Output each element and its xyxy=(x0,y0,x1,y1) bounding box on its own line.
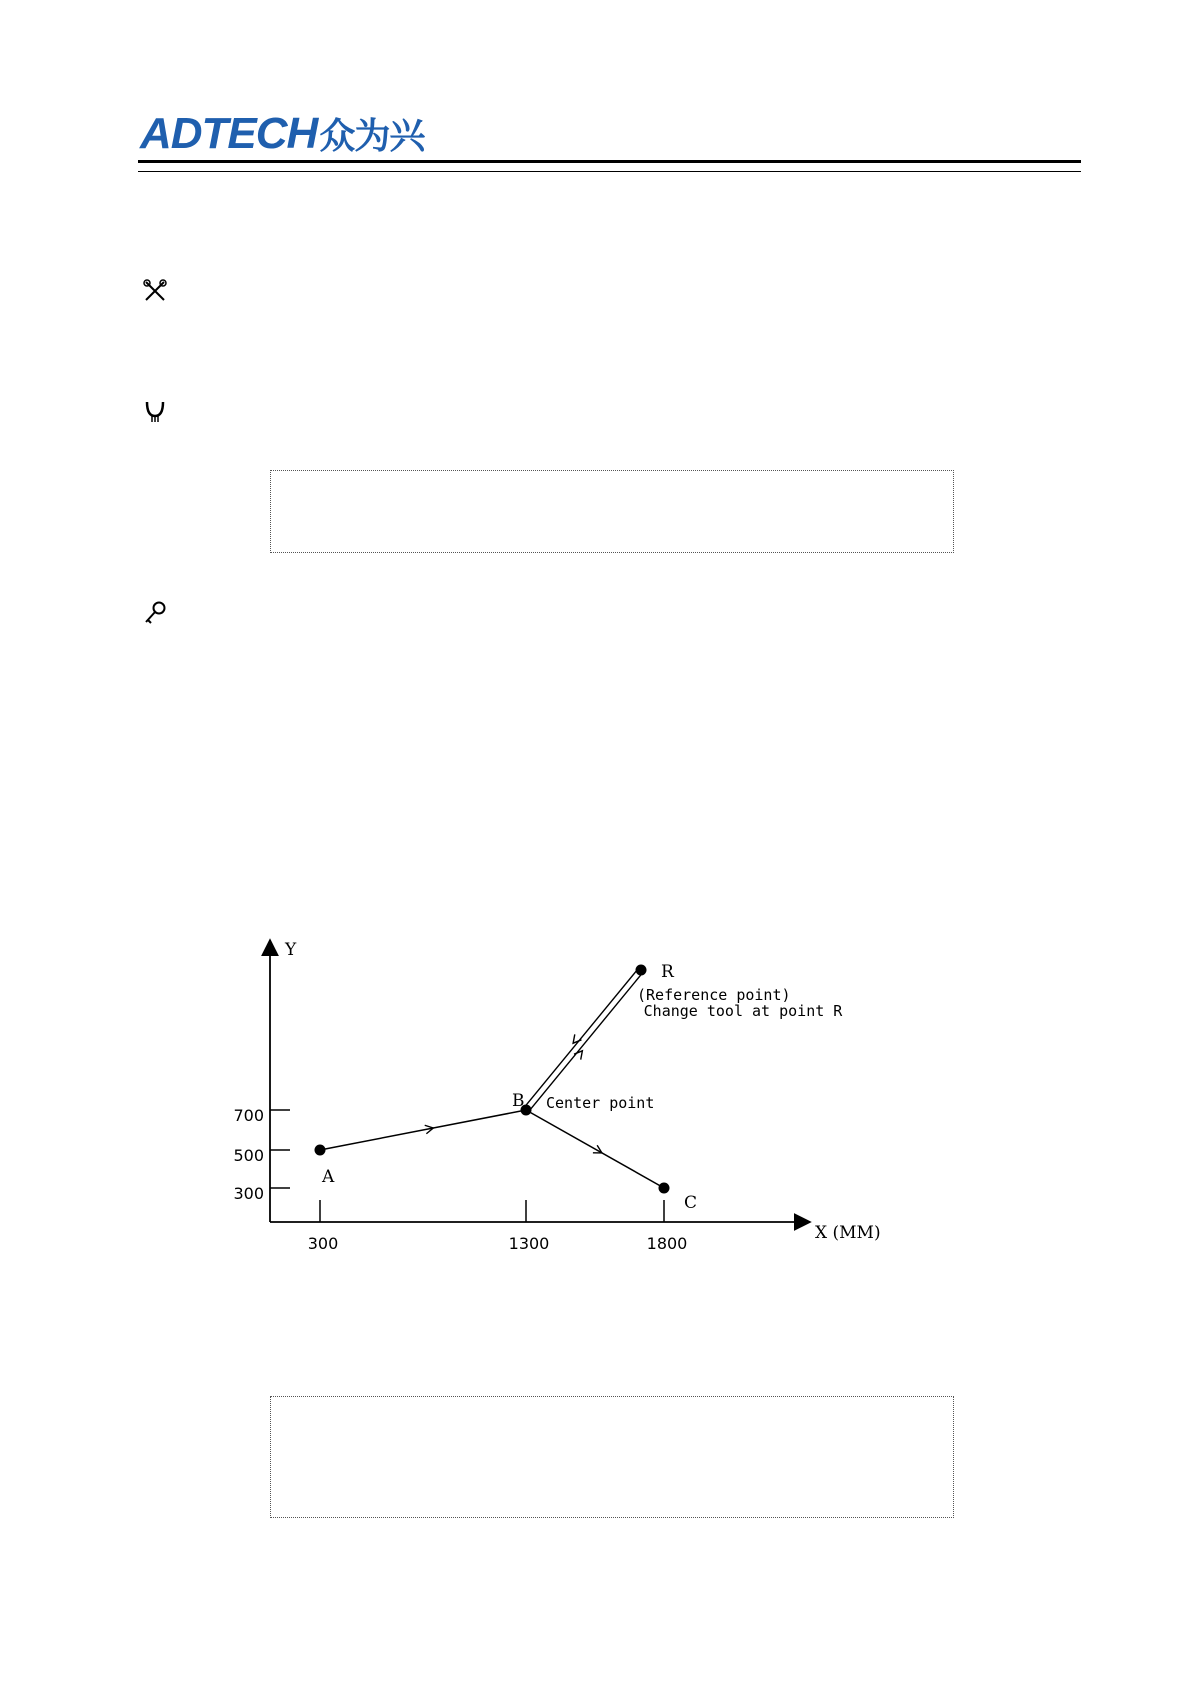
point-a xyxy=(315,1145,326,1156)
x-ticks xyxy=(308,1200,688,1253)
point-name-b: B xyxy=(512,1091,525,1111)
logo-latin-text: ADTECH xyxy=(140,109,318,158)
point-name-c: C xyxy=(684,1193,698,1213)
magnet-icon xyxy=(142,398,168,424)
point-r xyxy=(636,965,647,976)
header-rule-thin xyxy=(138,171,1081,172)
path-line-AB xyxy=(320,1110,526,1150)
note-box-bottom xyxy=(270,1396,954,1518)
y-ticks xyxy=(233,1106,290,1203)
tool-change-annotation: Change tool at point R xyxy=(643,1002,843,1020)
point-name-r: R xyxy=(661,962,674,982)
point-label-b: Center point xyxy=(546,1094,655,1112)
path-line-BR-back xyxy=(524,968,639,1108)
x-tick-label: 1800 xyxy=(646,1234,688,1253)
tools-icon xyxy=(142,278,168,304)
y-tick-label: 700 xyxy=(233,1106,264,1125)
path-line-BR-out xyxy=(528,972,643,1112)
x-axis-label: X (MM) xyxy=(815,1223,881,1243)
point-name-a: A xyxy=(322,1167,335,1187)
header-rule-thick xyxy=(138,160,1081,163)
point-c xyxy=(659,1183,670,1194)
logo-cjk-text: 众为兴 xyxy=(319,116,425,157)
motion-points xyxy=(315,962,791,1213)
x-tick-label: 1300 xyxy=(508,1234,550,1253)
key-icon xyxy=(142,600,168,626)
x-tick-label: 300 xyxy=(307,1234,339,1253)
note-box-top xyxy=(270,470,954,553)
tool-change-diagram xyxy=(210,900,950,1260)
company-logo xyxy=(140,110,424,161)
y-axis-label: Y xyxy=(285,940,297,960)
y-tick-label: 300 xyxy=(233,1184,264,1203)
point-label-r: (Reference point) xyxy=(637,986,791,1004)
motion-paths xyxy=(320,968,664,1188)
y-tick-label: 500 xyxy=(233,1146,264,1165)
path-line-BC xyxy=(526,1110,664,1188)
